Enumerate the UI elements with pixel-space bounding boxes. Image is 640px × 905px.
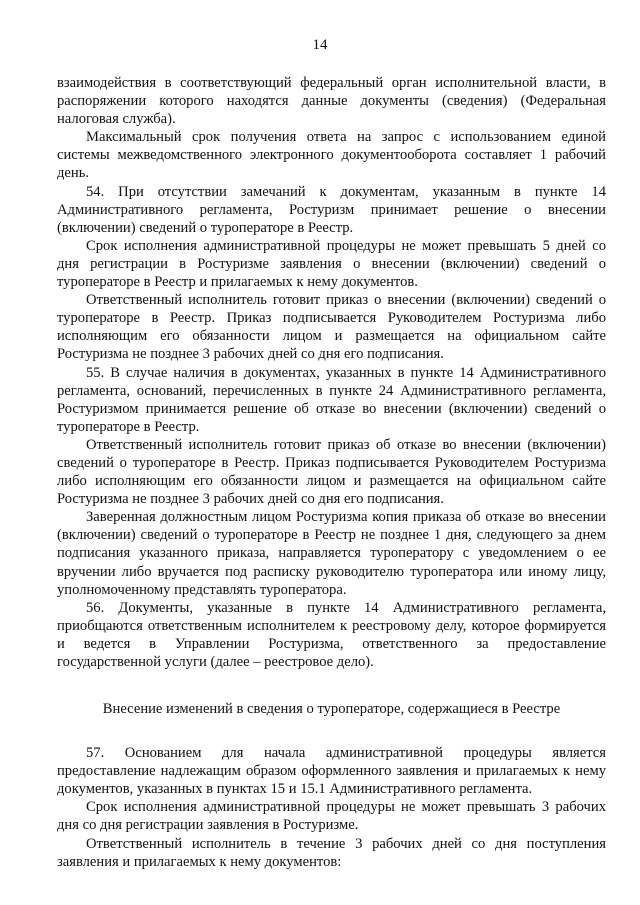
paragraph: Ответственный исполнитель готовит приказ об отказе во внесении (включении) сведений о туроператоре в Реестр. Приказ подписывается Руководителем Ростуризма либо исполняющим его обязанности лицом и размещается на официальном сайте Ростуризма не позднее 3 рабочих дней со дня его подписания. — [57, 436, 606, 508]
paragraph: взаимодействия в соответствующий федеральный орган исполнительной власти, в распоряжении которого находятся данные документы (сведения) (Федеральная налоговая служба). — [57, 75, 606, 128]
paragraph: Ответственный исполнитель готовит приказ о внесении (включении) сведений о туроператоре в Реестр. Приказ подписывается Руководителем Ростуризма либо исполняющим его обязанности лицом и размещается на официальном сайте Ростуризма не позднее 3 рабочих дней со дня его подписания. — [57, 292, 606, 363]
paragraph: Срок исполнения административной процедуры не может превышать 5 дней со дня регистрации в Ростуризме заявления о внесении (включении) сведений о туроператоре в Реестр и прилагаемых к нему документов. — [57, 237, 606, 291]
section-heading: Внесение изменений в сведения о туроператоре, содержащиеся в Реестре — [102, 701, 561, 718]
paragraph: Максимальный срок получения ответа на запрос с использованием единой системы межведомственного электронного документооборота составляет 1 рабочий день. — [57, 129, 606, 182]
paragraph: 57. Основанием для начала административной процедуры является предоставление надлежащим образом оформленного заявления и прилагаемых к нему документов, указанных в пунктах 15 и 15.1 Административного регламента. — [57, 745, 606, 798]
paragraph: Заверенная должностным лицом Ростуризма копия приказа об отказе во внесении (включении) сведений о туроператоре в Реестр не позднее 1 дня, следующего за днем подписания указанного приказа, направляется туроператору с уведомлением о ее вручении либо вручается под расписку руководителю туроператора или иному лицу, уполномоченному представлять туроператора. — [57, 509, 606, 598]
paragraph: Срок исполнения административной процедуры не может превышать 3 рабочих дня со дня регистрации заявления в Ростуризме. — [57, 799, 606, 834]
paragraph: Ответственный исполнитель в течение 3 рабочих дней со дня поступления заявления и прилагаемых к нему документов: — [57, 835, 606, 870]
document-body — [57, 74, 606, 871]
paragraph-group-after-heading — [57, 744, 606, 871]
paragraph: 56. Документы, указанные в пункте 14 Административного регламента, приобщаются ответственным исполнителем к реестровому делу, которое формируется и ведется в Управлении Ростуризма, ответственного за предоставление государственной услуги (далее – реестровое дело). — [57, 599, 606, 670]
paragraph: 55. В случае наличия в документах, указанных в пункте 14 Административного регламента, оснований, перечисленных в пункте 24 Административного регламента, Ростуризмом принимается решение об отказе во внесении (включении) сведений о туроператоре в Реестр. — [57, 364, 606, 435]
page-number: 14 — [312, 37, 328, 53]
paragraph-group-before-heading — [57, 74, 606, 671]
paragraph: 54. При отсутствии замечаний к документам, указанным в пункте 14 Административного регламента, Ростуризм принимает решение о внесении (включении) сведений о туроператоре в Реестр. — [57, 183, 606, 236]
